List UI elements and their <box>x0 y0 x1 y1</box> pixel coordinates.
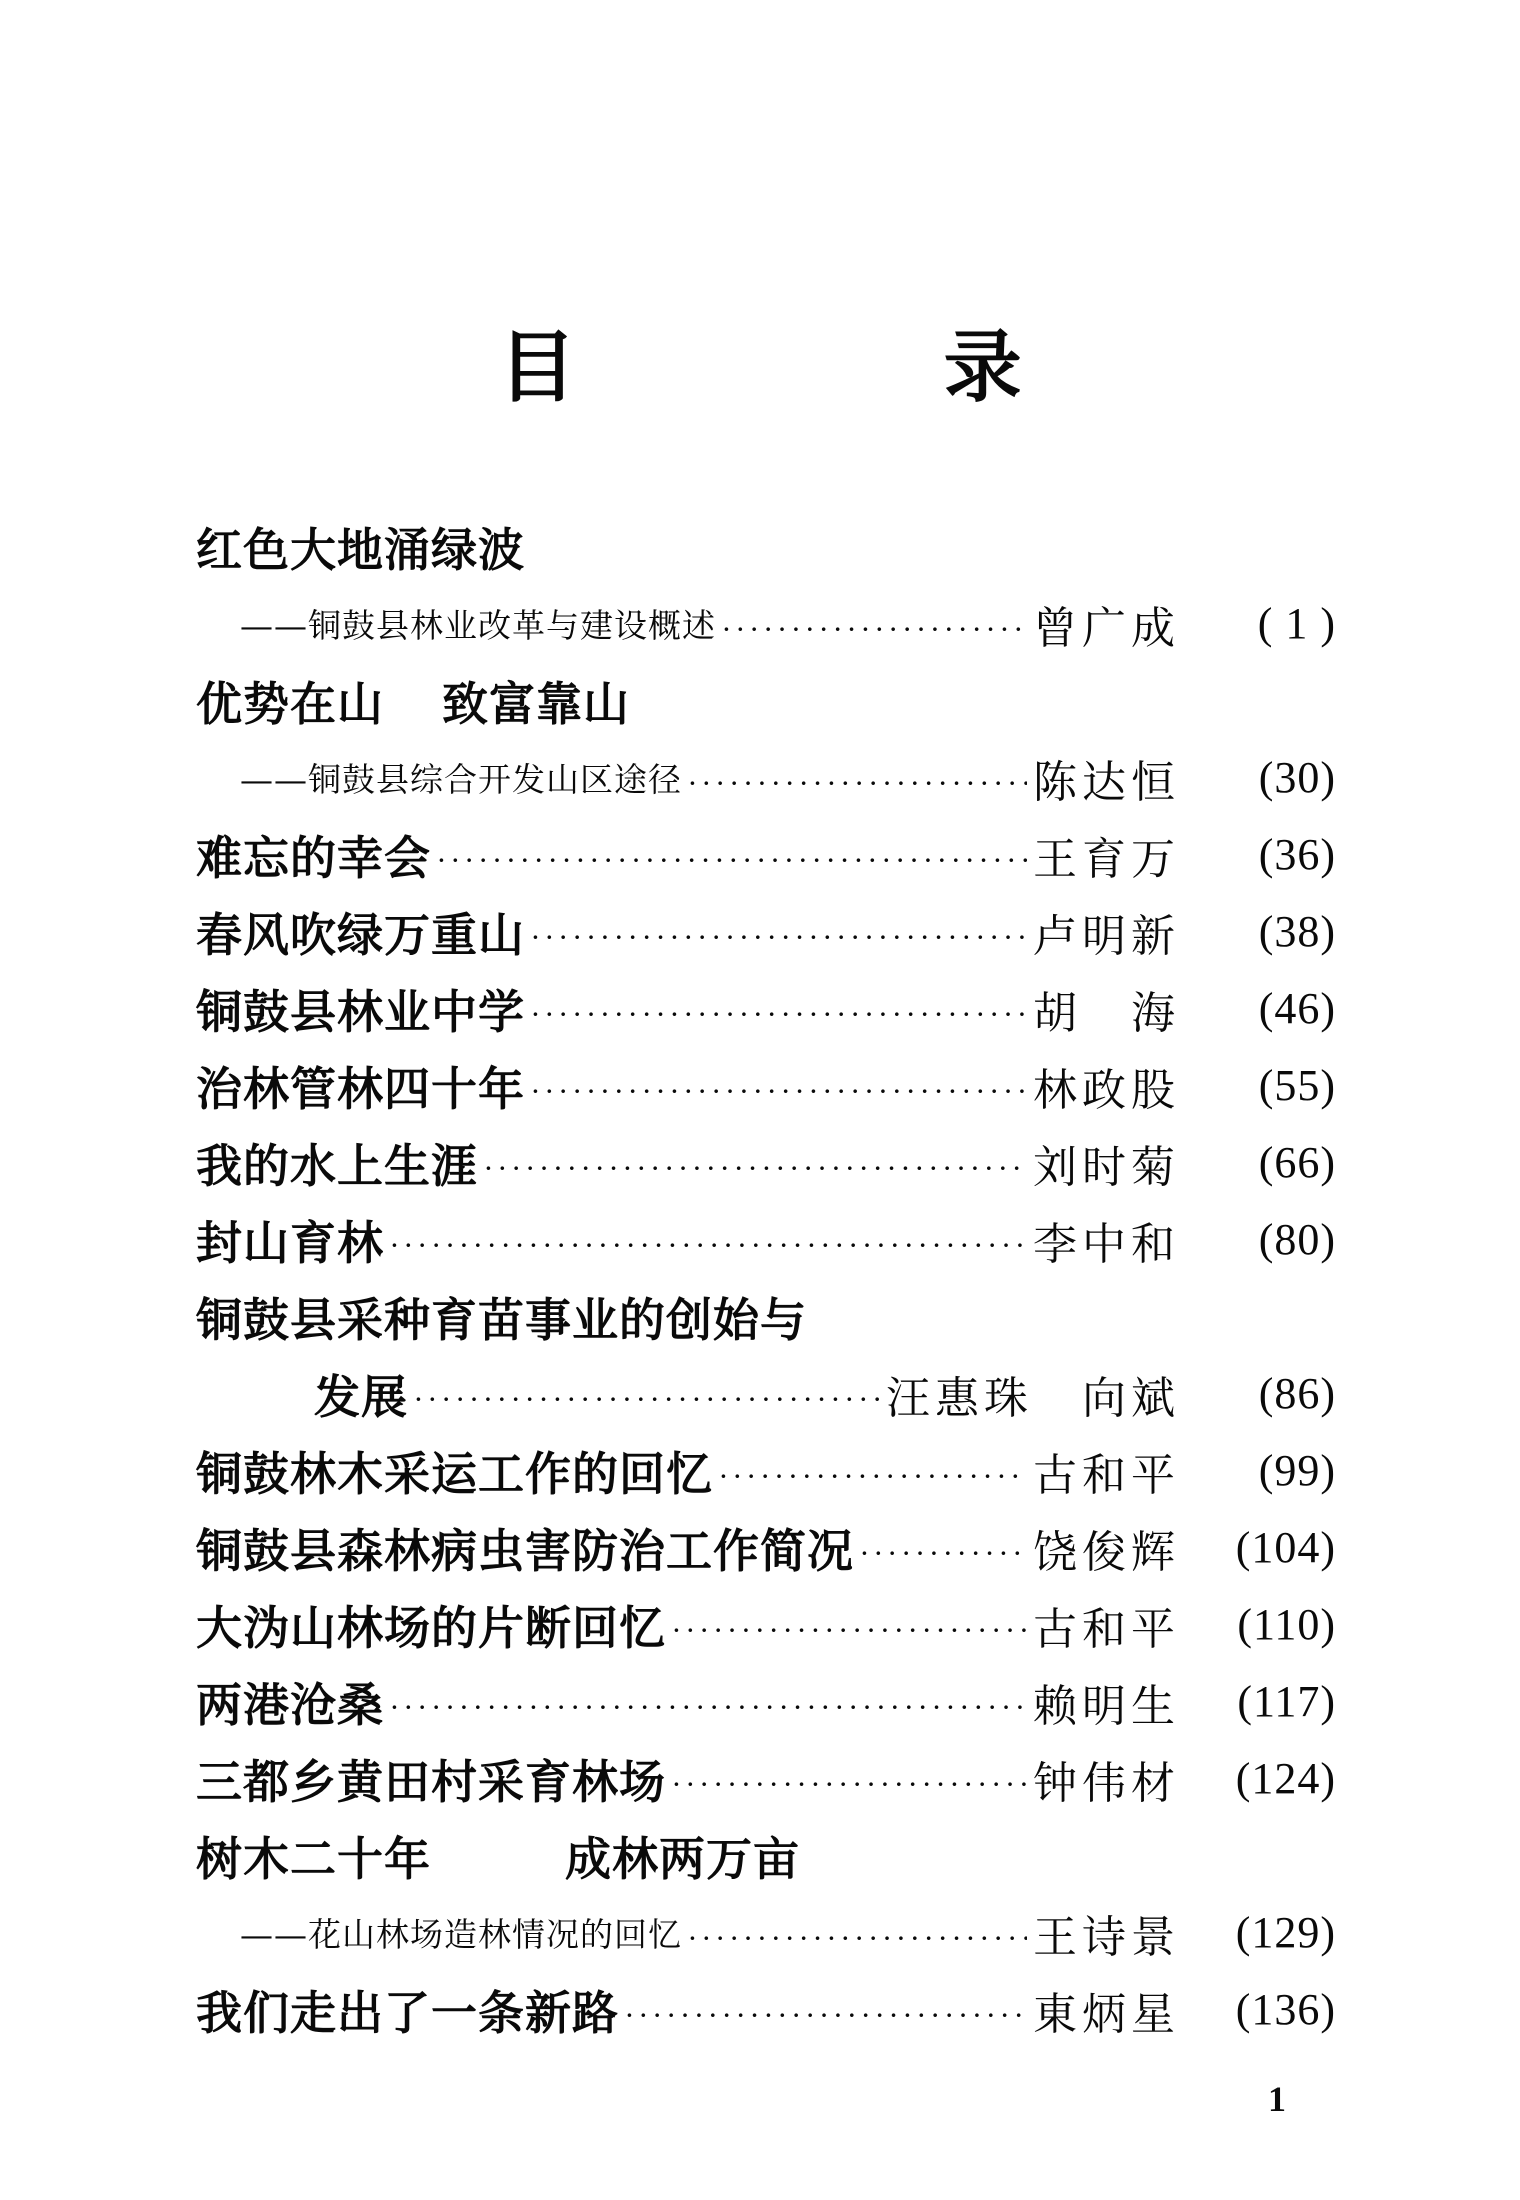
toc-entry-text: 难忘的幸会 <box>196 830 431 885</box>
toc-entry-page: (110) <box>1237 1600 1336 1649</box>
toc-entry <box>196 1509 1336 1586</box>
toc-entry-page: (80) <box>1258 1215 1336 1264</box>
toc-entry-subtitle <box>196 739 1336 816</box>
toc-entry-text: 封山育林 <box>196 1215 384 1270</box>
toc-entry-page: (66) <box>1258 1138 1336 1187</box>
toc-entry-text: ——花山林场造林情况的回忆 <box>240 1915 682 1954</box>
toc-entry-author: 王育万 <box>1033 833 1180 885</box>
toc-entry-text: 大沩山林场的片断回忆 <box>196 1600 666 1655</box>
toc-entry-author: 赖明生 <box>1033 1680 1180 1732</box>
dot-leader <box>672 1605 1027 1645</box>
toc-entry-page: (46) <box>1258 984 1336 1033</box>
toc-entry-text: 树木二十年 <box>196 1831 431 1886</box>
toc-entry-page: (124) <box>1235 1754 1336 1803</box>
toc-entry-continued <box>196 1355 1336 1432</box>
toc-entry <box>196 1663 1336 1740</box>
toc-entry <box>196 1047 1336 1124</box>
toc-entry-page: (38) <box>1258 907 1336 956</box>
toc-entry <box>196 1740 1336 1817</box>
toc-entry-text: ——铜鼓县综合开发山区途径 <box>240 760 682 799</box>
toc-entry-text: 春风吹绿万重山 <box>196 907 525 962</box>
dot-leader <box>531 912 1027 952</box>
dot-leader <box>625 1990 1027 2030</box>
toc-entry-page: (136) <box>1235 1985 1336 2034</box>
toc-entry-text: 铜鼓县林业中学 <box>196 984 525 1039</box>
toc-entry-text: 两港沧桑 <box>196 1677 384 1732</box>
toc-entry-author: 刘时菊 <box>1033 1141 1180 1193</box>
toc-entry-page: (99) <box>1258 1446 1336 1495</box>
dot-leader <box>484 1143 1027 1183</box>
toc-entry-page: (129) <box>1235 1908 1336 1957</box>
toc-entry <box>196 1971 1336 2048</box>
dot-leader <box>414 1374 880 1414</box>
dot-leader <box>672 1759 1027 1799</box>
toc-entry-author: 曾广成 <box>1033 602 1180 654</box>
toc-entry-text: 我的水上生涯 <box>196 1138 478 1193</box>
page-title: 目 录 <box>498 323 1192 413</box>
toc-entry-author: 陈达恒 <box>1033 756 1180 808</box>
toc-entry <box>196 1586 1336 1663</box>
toc-entry-text: 铜鼓县森林病虫害防治工作简况 <box>196 1523 854 1578</box>
dot-leader <box>531 989 1027 1029</box>
toc-entry-page: (117) <box>1237 1677 1336 1726</box>
toc-entry-text: 铜鼓县采种育苗事业的创始与 <box>196 1292 807 1347</box>
toc-entry-text: 优势在山 <box>196 676 384 731</box>
toc-entry <box>196 970 1336 1047</box>
toc-entry-author: 卢明新 <box>1033 910 1180 962</box>
table-of-contents <box>196 508 1336 2048</box>
toc-entry-author: 王诗景 <box>1033 1911 1180 1963</box>
toc-entry-page: (36) <box>1258 830 1336 879</box>
toc-entry-text: ——铜鼓县林业改革与建设概述 <box>240 606 716 645</box>
toc-entry-subtitle <box>196 1894 1336 1971</box>
toc-entry <box>196 1124 1336 1201</box>
page-number: 1 <box>1268 2079 1286 2119</box>
toc-entry-title <box>196 662 1336 739</box>
toc-entry-page: ( 1 ) <box>1257 599 1336 648</box>
toc-entry-author: 饶俊辉 <box>1033 1526 1180 1578</box>
toc-entry-page: (86) <box>1258 1369 1336 1418</box>
toc-entry-text: 发展 <box>314 1369 408 1424</box>
dot-leader <box>390 1682 1027 1722</box>
dot-leader <box>437 835 1027 875</box>
toc-entry <box>196 1201 1336 1278</box>
toc-entry-text-2: 致富靠山 <box>442 676 630 731</box>
toc-entry-title <box>196 1817 1336 1894</box>
toc-entry-title <box>196 1278 1336 1355</box>
toc-entry-text-2: 成林两万亩 <box>565 1831 800 1886</box>
toc-entry-text: 三都乡黄田村采育林场 <box>196 1754 666 1809</box>
toc-entry <box>196 816 1336 893</box>
toc-entry-text: 我们走出了一条新路 <box>196 1985 619 2040</box>
toc-entry-title <box>196 508 1336 585</box>
toc-entry-author: 古和平 <box>1033 1449 1180 1501</box>
toc-entry-subtitle <box>196 585 1336 662</box>
toc-entry-author: 胡 海 <box>1033 987 1180 1039</box>
dot-leader <box>722 604 1027 644</box>
toc-entry <box>196 893 1336 970</box>
toc-entry-author: 汪惠珠 向斌 <box>886 1372 1180 1424</box>
dot-leader <box>688 758 1027 798</box>
toc-entry <box>196 1432 1336 1509</box>
toc-entry-page: (55) <box>1258 1061 1336 1110</box>
toc-entry-author: 東炳星 <box>1033 1988 1180 2040</box>
dot-leader <box>860 1528 1027 1568</box>
toc-entry-page: (30) <box>1258 753 1336 802</box>
dot-leader <box>531 1066 1027 1106</box>
toc-entry-page: (104) <box>1235 1523 1336 1572</box>
dot-leader <box>688 1913 1027 1953</box>
dot-leader <box>390 1220 1027 1260</box>
toc-entry-text: 治林管林四十年 <box>196 1061 525 1116</box>
toc-entry-text: 红色大地涌绿波 <box>196 522 525 577</box>
toc-entry-author: 林政股 <box>1033 1064 1180 1116</box>
toc-entry-text: 铜鼓林木采运工作的回忆 <box>196 1446 713 1501</box>
toc-entry-author: 古和平 <box>1033 1603 1180 1655</box>
dot-leader <box>719 1451 1027 1491</box>
toc-entry-author: 李中和 <box>1033 1218 1180 1270</box>
toc-entry-author: 钟伟材 <box>1033 1757 1180 1809</box>
